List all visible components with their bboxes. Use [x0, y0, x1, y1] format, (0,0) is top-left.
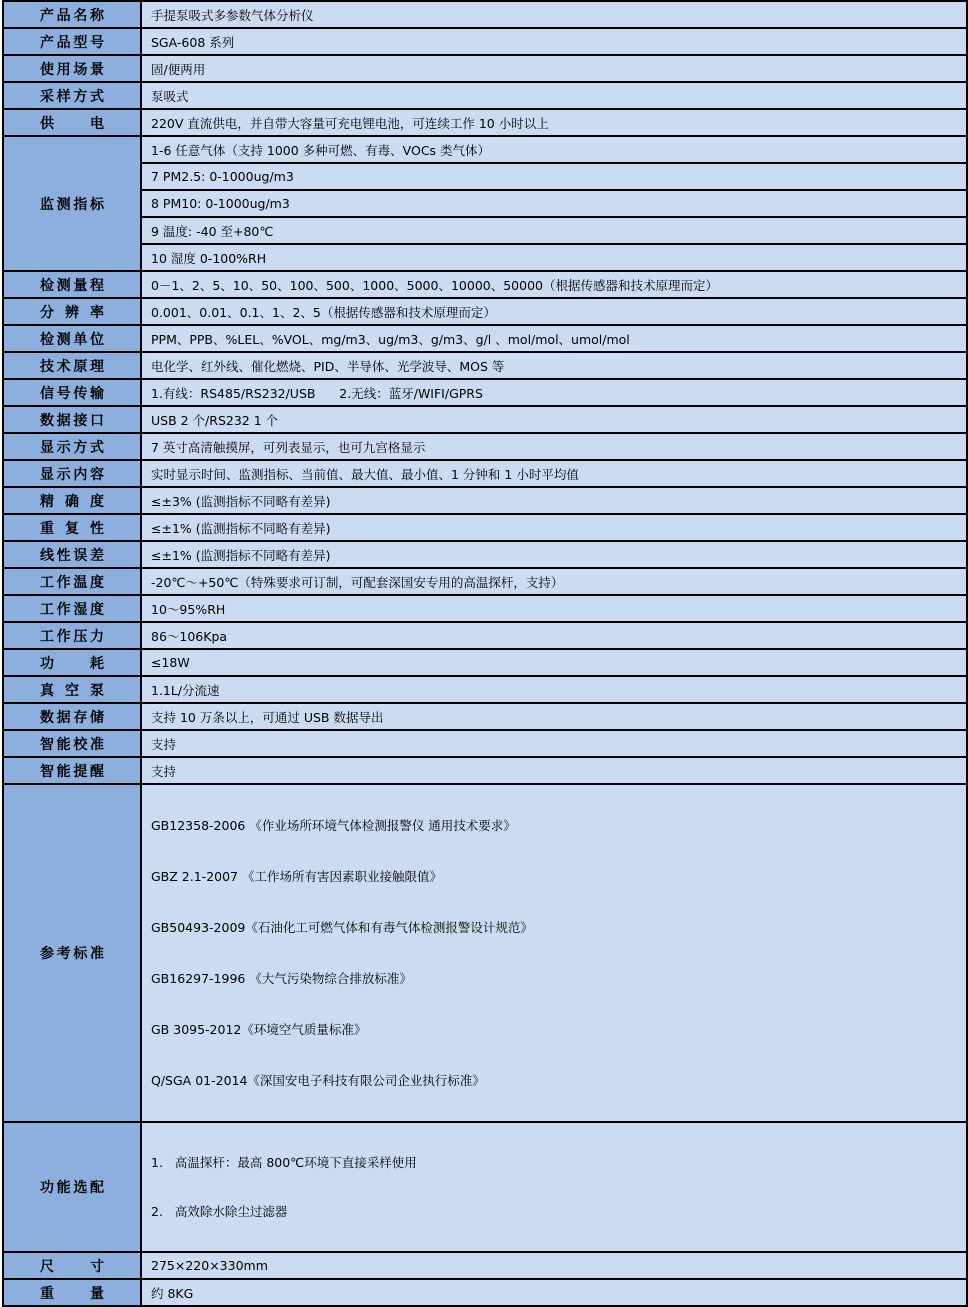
- spec-label: 供电: [3, 109, 141, 136]
- spec-value: 275×220×330mm: [141, 1252, 967, 1279]
- spec-value: ≤±3% (监测指标不同略有差异): [141, 487, 967, 514]
- spec-value: 86～106Kpa: [141, 622, 967, 649]
- row-accuracy: [3, 487, 967, 514]
- spec-label: 使用场景: [3, 55, 141, 82]
- row-resolution: [3, 298, 967, 325]
- standard-line: GB50493-2009《石油化工可燃气体和有毒气体检测报警设计规范》: [151, 920, 533, 935]
- row-weight: [3, 1279, 967, 1306]
- spec-value: [141, 1122, 967, 1252]
- row-monitor-indicators-4: [3, 217, 967, 244]
- spec-label: 参考标准: [3, 784, 141, 1122]
- row-display-mode: [3, 433, 967, 460]
- row-sampling-method: [3, 82, 967, 109]
- spec-value: 支持: [141, 730, 967, 757]
- spec-value: USB 2 个/RS232 1 个: [141, 406, 967, 433]
- row-working-temperature: [3, 568, 967, 595]
- row-data-storage: [3, 703, 967, 730]
- spec-label: 数据接口: [3, 406, 141, 433]
- spec-label: 线性误差: [3, 541, 141, 568]
- row-monitor-indicators-5: [3, 244, 967, 271]
- spec-label: 分辨率: [3, 298, 141, 325]
- row-monitor-indicators-2: [3, 163, 967, 190]
- spec-label: 重复性: [3, 514, 141, 541]
- row-product-name: [3, 1, 967, 28]
- standard-line: GB12358-2006 《作业场所环境气体检测报警仪 通用技术要求》: [151, 818, 516, 833]
- spec-label: 尺寸: [3, 1252, 141, 1279]
- row-reference-standards: [3, 784, 967, 1122]
- spec-value: 8 PM10: 0-1000ug/m3: [141, 190, 967, 217]
- spec-value: 1.有线：RS485/RS232/USB 2.无线：蓝牙/WIFI/GPRS: [141, 379, 967, 406]
- row-repeatability: [3, 514, 967, 541]
- spec-label: 技术原理: [3, 352, 141, 379]
- row-data-interface: [3, 406, 967, 433]
- row-power-consumption: [3, 649, 967, 676]
- spec-label: 显示方式: [3, 433, 141, 460]
- row-detection-range: [3, 271, 967, 298]
- spec-value: 9 温度: -40 至+80℃: [141, 217, 967, 244]
- spec-value: 电化学、红外线、催化燃烧、PID、半导体、光学波导、MOS 等: [141, 352, 967, 379]
- spec-label: 产品名称: [3, 1, 141, 28]
- spec-value: 220V 直流供电，并自带大容量可充电锂电池，可连续工作 10 小时以上: [141, 109, 967, 136]
- spec-label: 功耗: [3, 649, 141, 676]
- spec-label: 真空泵: [3, 676, 141, 703]
- option-line: 1. 高温探杆：最高 800℃环境下直接采样使用: [151, 1155, 417, 1170]
- spec-value: 固/便两用: [141, 55, 967, 82]
- row-monitor-indicators: [3, 136, 967, 163]
- row-optional-features: [3, 1122, 967, 1252]
- spec-label: 显示内容: [3, 460, 141, 487]
- row-smart-reminder: [3, 757, 967, 784]
- row-monitor-indicators-3: [3, 190, 967, 217]
- spec-value: SGA-608 系列: [141, 28, 967, 55]
- standard-line: Q/SGA 01-2014《深国安电子科技有限公司企业执行标准》: [151, 1073, 485, 1088]
- row-working-pressure: [3, 622, 967, 649]
- spec-value: 7 英寸高清触摸屏，可列表显示，也可九宫格显示: [141, 433, 967, 460]
- spec-value: 实时显示时间、监测指标、当前值、最大值、最小值、1 分钟和 1 小时平均值: [141, 460, 967, 487]
- row-dimensions: [3, 1252, 967, 1279]
- spec-value: -20℃～+50℃（特殊要求可订制，可配套深国安专用的高温探杆，支持）: [141, 568, 967, 595]
- spec-label: 智能提醒: [3, 757, 141, 784]
- spec-value: 支持: [141, 757, 967, 784]
- spec-value: [141, 784, 967, 1122]
- spec-value: 7 PM2.5: 0-1000ug/m3: [141, 163, 967, 190]
- spec-value: 支持 10 万条以上，可通过 USB 数据导出: [141, 703, 967, 730]
- option-line: 2. 高效除水除尘过滤器: [151, 1204, 288, 1219]
- spec-value: 10 湿度 0-100%RH: [141, 244, 967, 271]
- row-usage-scene: [3, 55, 967, 82]
- row-power-supply: [3, 109, 967, 136]
- row-detection-unit: [3, 325, 967, 352]
- spec-label: 工作压力: [3, 622, 141, 649]
- product-spec-table: [2, 0, 968, 1307]
- spec-label: 采样方式: [3, 82, 141, 109]
- row-technical-principle: [3, 352, 967, 379]
- row-smart-calibration: [3, 730, 967, 757]
- standard-line: GB16297-1996 《大气污染物综合排放标准》: [151, 971, 412, 986]
- spec-label: 工作温度: [3, 568, 141, 595]
- spec-value: 1-6 任意气体（支持 1000 多种可燃、有毒、VOCs 类气体）: [141, 136, 967, 163]
- spec-value: ≤±1% (监测指标不同略有差异): [141, 541, 967, 568]
- spec-label: 数据存储: [3, 703, 141, 730]
- row-signal-transmission: [3, 379, 967, 406]
- spec-value: 0－1、2、5、10、50、100、500、1000、5000、10000、50000（根据传感器和技术原理而定）: [141, 271, 967, 298]
- spec-value: 1.1L/分流速: [141, 676, 967, 703]
- spec-value: ≤±1% (监测指标不同略有差异): [141, 514, 967, 541]
- row-product-model: [3, 28, 967, 55]
- spec-label: 精确度: [3, 487, 141, 514]
- spec-value: 手提泵吸式多参数气体分析仪: [141, 1, 967, 28]
- spec-value: PPM、PPB、%LEL、%VOL、mg/m3、ug/m3、g/m3、g/l 、mol/mol、umol/mol: [141, 325, 967, 352]
- spec-label: 智能校准: [3, 730, 141, 757]
- standard-line: GB 3095-2012《环境空气质量标准》: [151, 1022, 367, 1037]
- spec-value: ≤18W: [141, 649, 967, 676]
- spec-value: 0.001、0.01、0.1、1、2、5（根据传感器和技术原理而定）: [141, 298, 967, 325]
- spec-label: 检测量程: [3, 271, 141, 298]
- spec-label: 检测单位: [3, 325, 141, 352]
- spec-label: 产品型号: [3, 28, 141, 55]
- row-vacuum-pump: [3, 676, 967, 703]
- spec-label: 监测指标: [3, 136, 141, 271]
- row-display-content: [3, 460, 967, 487]
- spec-label: 信号传输: [3, 379, 141, 406]
- spec-value: 泵吸式: [141, 82, 967, 109]
- row-linearity-error: [3, 541, 967, 568]
- spec-value: 10～95%RH: [141, 595, 967, 622]
- standard-line: GBZ 2.1-2007 《工作场所有害因素职业接触限值》: [151, 869, 442, 884]
- spec-label: 工作湿度: [3, 595, 141, 622]
- spec-label: 功能选配: [3, 1122, 141, 1252]
- spec-value: 约 8KG: [141, 1279, 967, 1306]
- row-working-humidity: [3, 595, 967, 622]
- spec-label: 重量: [3, 1279, 141, 1306]
